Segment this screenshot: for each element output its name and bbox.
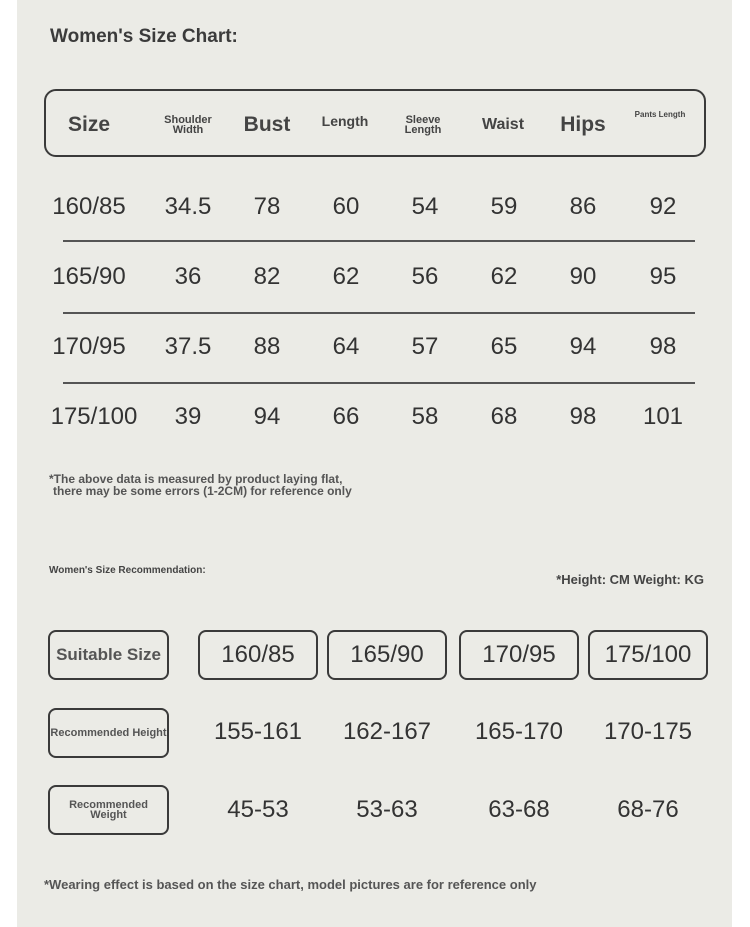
table-row (0, 257, 750, 297)
cell-pants-length: 95 (649, 263, 677, 290)
header-shoulder-width: Shoulder Width (164, 114, 212, 136)
cell-hips: 94 (569, 333, 597, 360)
cell-shoulder-width: 36 (174, 263, 202, 290)
footer-note: *Wearing effect is based on the size chart, model pictures are for reference only (44, 877, 537, 892)
cell-size: 175/100 (50, 403, 138, 430)
header-waist: Waist (481, 116, 525, 133)
size-option: 170/95 (459, 630, 579, 680)
cell-length: 66 (332, 403, 360, 430)
cell-waist: 68 (490, 403, 518, 430)
header-length: Length (321, 113, 369, 129)
weight-range: 53-63 (356, 796, 418, 823)
chart-title: Women's Size Chart: (50, 26, 238, 47)
cell-bust: 82 (253, 263, 281, 290)
cell-shoulder-width: 37.5 (164, 333, 212, 360)
header-hips: Hips (560, 113, 606, 136)
cell-size: 160/85 (52, 193, 126, 220)
row-divider (63, 240, 695, 242)
cell-pants-length: 92 (649, 193, 677, 220)
cell-hips: 86 (569, 193, 597, 220)
header-size: Size (67, 113, 111, 136)
table-row (0, 327, 750, 367)
cell-sleeve-length: 57 (411, 333, 439, 360)
height-range: 165-170 (474, 718, 564, 745)
weight-range: 63-68 (488, 796, 550, 823)
row-divider (63, 312, 695, 314)
cell-bust: 88 (253, 333, 281, 360)
cell-length: 60 (332, 193, 360, 220)
cell-shoulder-width: 34.5 (164, 193, 212, 220)
recommendation-title: Women's Size Recommendation: (49, 565, 206, 576)
height-range: 162-167 (342, 718, 432, 745)
cell-pants-length: 98 (649, 333, 677, 360)
header-bust: Bust (243, 113, 291, 136)
cell-pants-length: 101 (642, 403, 684, 430)
cell-bust: 78 (253, 193, 281, 220)
cell-sleeve-length: 58 (411, 403, 439, 430)
height-range: 155-161 (213, 718, 303, 745)
cell-length: 62 (332, 263, 360, 290)
cell-waist: 65 (490, 333, 518, 360)
table-row (0, 187, 750, 227)
table-row (0, 397, 750, 437)
measure-note-line1: *The above data is measured by product laying flat, (49, 472, 343, 486)
recommended-height-label: Recommended Height (48, 708, 169, 758)
header-pants-length: Pants Length (634, 109, 686, 119)
header-sleeve-length: Sleeve Length (404, 114, 442, 136)
cell-size: 165/90 (52, 263, 126, 290)
suitable-size-label: Suitable Size (48, 630, 169, 680)
row-divider (63, 382, 695, 384)
height-range: 170-175 (603, 718, 693, 745)
cell-waist: 59 (490, 193, 518, 220)
measure-note-line2: there may be some errors (1-2CM) for reference only (53, 484, 352, 498)
units-note: *Height: CM Weight: KG (556, 572, 704, 587)
weight-range: 68-76 (617, 796, 679, 823)
size-option: 160/85 (198, 630, 318, 680)
size-option: 165/90 (327, 630, 447, 680)
cell-hips: 90 (569, 263, 597, 290)
size-option: 175/100 (588, 630, 708, 680)
cell-bust: 94 (253, 403, 281, 430)
cell-shoulder-width: 39 (174, 403, 202, 430)
cell-waist: 62 (490, 263, 518, 290)
cell-sleeve-length: 56 (411, 263, 439, 290)
cell-size: 170/95 (52, 333, 126, 360)
cell-hips: 98 (569, 403, 597, 430)
cell-length: 64 (332, 333, 360, 360)
recommended-weight-label: Recommended Weight (48, 785, 169, 835)
cell-sleeve-length: 54 (411, 193, 439, 220)
weight-range: 45-53 (227, 796, 289, 823)
